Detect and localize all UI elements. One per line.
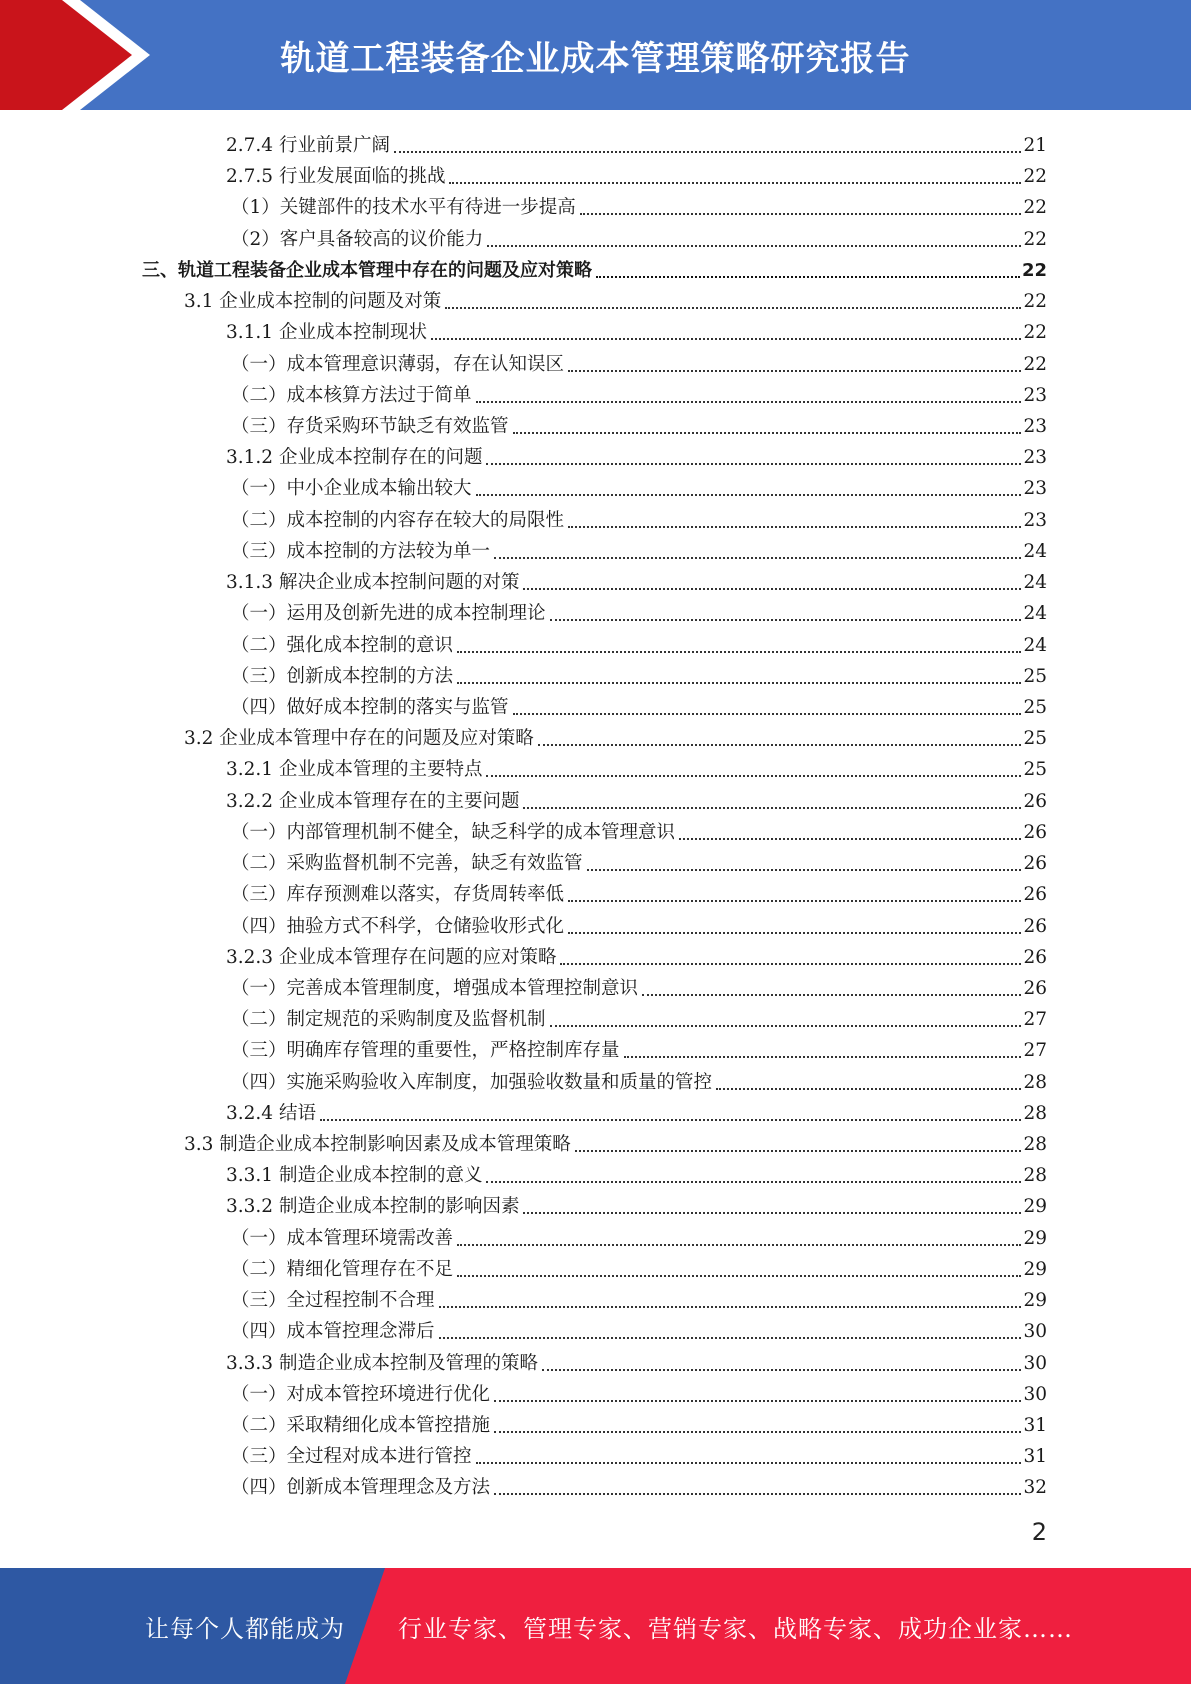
toc-entry[interactable]	[231, 533, 1047, 564]
toc-entry-page: 28	[1023, 1134, 1047, 1156]
toc-entry[interactable]	[231, 1282, 1047, 1313]
toc-entry-page: 24	[1023, 572, 1047, 594]
toc-leader-dots	[486, 1157, 1021, 1183]
toc-entry-page: 31	[1023, 1415, 1047, 1437]
toc-entry[interactable]	[226, 939, 1047, 970]
toc-entry[interactable]	[184, 1126, 1047, 1157]
toc-entry-page: 24	[1023, 540, 1047, 562]
toc-entry-label: （二）采购监督机制不完善，缺乏有效监管	[231, 853, 583, 875]
toc-entry[interactable]	[231, 876, 1047, 907]
toc-entry-label: （三）全过程控制不合理	[231, 1290, 435, 1312]
toc-leader-dots	[587, 845, 1022, 871]
toc-entry[interactable]	[184, 283, 1047, 314]
toc-leader-dots	[457, 627, 1021, 653]
toc-entry-label: （三）成本控制的方法较为单一	[231, 540, 491, 562]
toc-leader-dots	[320, 1095, 1022, 1121]
toc-entry[interactable]	[226, 564, 1047, 595]
toc-entry-label: 3.1 企业成本控制的问题及对策	[184, 291, 442, 313]
toc-leader-dots	[568, 502, 1021, 528]
toc-entry[interactable]	[231, 1001, 1047, 1032]
toc-entry-page: 22	[1023, 166, 1047, 188]
page-number: 2	[1031, 1518, 1047, 1546]
toc-entry-page: 30	[1023, 1352, 1047, 1374]
toc-entry[interactable]	[231, 221, 1047, 252]
toc-entry-page: 29	[1023, 1227, 1047, 1249]
toc-entry-label: （一）完善成本管理制度，增强成本管理控制意识	[231, 977, 639, 999]
toc-leader-dots	[596, 252, 1020, 278]
toc-entry-label: （四）做好成本控制的落实与监管	[231, 696, 509, 718]
toc-entry-page: 29	[1023, 1290, 1047, 1312]
toc-leader-dots	[550, 1001, 1022, 1027]
toc-leader-dots	[457, 1251, 1021, 1277]
toc-entry-label: （二）精细化管理存在不足	[231, 1258, 454, 1280]
toc-entry-page: 29	[1023, 1258, 1047, 1280]
toc-entry-label: （四）创新成本管理理念及方法	[231, 1477, 491, 1499]
toc-leader-dots	[394, 127, 1021, 153]
toc-leader-dots	[513, 408, 1022, 434]
toc-leader-dots	[476, 1438, 1022, 1464]
toc-entry-label: 3.1.2 企业成本控制存在的问题	[226, 447, 483, 469]
toc-entry-page: 30	[1023, 1321, 1047, 1343]
toc-leader-dots	[449, 158, 1021, 184]
toc-leader-dots	[568, 908, 1021, 934]
toc-leader-dots	[523, 564, 1021, 590]
toc-entry[interactable]	[184, 720, 1047, 751]
toc-entry-label: （一）中小企业成本输出较大	[231, 478, 472, 500]
toc-entry[interactable]	[226, 1345, 1047, 1376]
toc-entry[interactable]	[226, 1157, 1047, 1188]
toc-leader-dots	[513, 689, 1022, 715]
toc-leader-dots	[487, 221, 1021, 247]
toc-entry-label: （三）创新成本控制的方法	[231, 665, 454, 687]
toc-entry[interactable]	[231, 1220, 1047, 1251]
toc-entry-page: 22	[1023, 228, 1047, 250]
toc-entry[interactable]	[231, 1407, 1047, 1438]
toc-entry-page: 22	[1023, 197, 1047, 219]
toc-entry[interactable]	[226, 1188, 1047, 1219]
toc-entry-page: 26	[1023, 977, 1047, 999]
toc-entry-label: 3.2 企业成本管理中存在的问题及应对策略	[184, 728, 534, 750]
toc-leader-dots	[431, 314, 1021, 340]
toc-entry-page: 23	[1023, 384, 1047, 406]
toc-entry-page: 23	[1023, 478, 1047, 500]
toc-entry-label: 3.2.2 企业成本管理存在的主要问题	[226, 790, 520, 812]
toc-entry-page: 26	[1023, 853, 1047, 875]
toc-entry[interactable]	[231, 845, 1047, 876]
toc-entry[interactable]	[226, 1095, 1047, 1126]
toc-entry-label: （1）关键部件的技术水平有待进一步提高	[231, 197, 576, 219]
toc-entry-page: 22	[1023, 322, 1047, 344]
toc-entry-label: （二）采取精细化成本管控措施	[231, 1415, 491, 1437]
toc-leader-dots	[560, 939, 1021, 965]
toc-entry[interactable]	[231, 658, 1047, 689]
toc-entry-label: （三）全过程对成本进行管控	[231, 1446, 472, 1468]
toc-entry-label: （三）存货采购环节缺乏有效监管	[231, 415, 509, 437]
toc-entry-label: （四）实施采购验收入库制度，加强验收数量和质量的管控	[231, 1071, 713, 1093]
toc-entry[interactable]	[231, 502, 1047, 533]
toc-leader-dots	[550, 595, 1022, 621]
toc-entry-page: 26	[1023, 884, 1047, 906]
toc-leader-dots	[486, 439, 1021, 465]
toc-entry-label: （2）客户具备较高的议价能力	[231, 228, 484, 250]
toc-entry-label: 3.3.3 制造企业成本控制及管理的策略	[226, 1352, 538, 1374]
toc-entry[interactable]	[231, 595, 1047, 626]
toc-entry-page: 25	[1023, 696, 1047, 718]
toc-leader-dots	[642, 970, 1021, 996]
toc-leader-dots	[457, 1220, 1021, 1246]
footer-slogan-left: 让每个人都能成为	[145, 1614, 345, 1643]
toc-entry-label: 3.1.3 解决企业成本控制问题的对策	[226, 572, 520, 594]
footer-slogan-right: 行业专家、管理专家、营销专家、战略专家、成功企业家……	[398, 1614, 1073, 1643]
toc-entry[interactable]	[231, 970, 1047, 1001]
toc-entry-label: （三）库存预测难以落实，存货周转率低	[231, 884, 565, 906]
toc-entry[interactable]	[231, 689, 1047, 720]
toc-entry-page: 24	[1023, 634, 1047, 656]
page-footer	[0, 1568, 1191, 1684]
toc-leader-dots	[494, 1469, 1021, 1495]
toc-entry[interactable]	[226, 439, 1047, 470]
toc-leader-dots	[538, 720, 1022, 746]
toc-entry-page: 26	[1023, 821, 1047, 843]
toc-entry-page: 22	[1023, 291, 1047, 313]
toc-entry-label: 2.7.4 行业前景广阔	[226, 135, 390, 156]
toc-entry-label: （二）成本核算方法过于简单	[231, 384, 472, 406]
toc-leader-dots	[523, 1188, 1021, 1214]
toc-entry-page: 30	[1023, 1383, 1047, 1405]
toc-entry-page: 23	[1023, 447, 1047, 469]
toc-entry-label: （一）内部管理机制不健全，缺乏科学的成本管理意识	[231, 821, 676, 843]
toc-leader-dots	[542, 1345, 1021, 1371]
toc-entry-page: 23	[1023, 415, 1047, 437]
toc-entry-label: （四）成本管控理念滞后	[231, 1321, 435, 1343]
toc-entry-label: （三）明确库存管理的重要性，严格控制库存量	[231, 1040, 620, 1062]
toc-entry-page: 29	[1023, 1196, 1047, 1218]
toc-leader-dots	[716, 1064, 1021, 1090]
toc-entry-page: 25	[1023, 759, 1047, 781]
toc-leader-dots	[445, 283, 1021, 309]
toc-leader-dots	[476, 377, 1022, 403]
toc-entry[interactable]	[226, 314, 1047, 345]
toc-entry-page: 32	[1023, 1477, 1047, 1499]
toc-entry-page: 28	[1023, 1102, 1047, 1124]
toc-entry-label: 3.3.1 制造企业成本控制的意义	[226, 1165, 483, 1187]
toc-entry-page: 21	[1023, 135, 1047, 156]
toc-leader-dots	[486, 751, 1021, 777]
toc-entry-label: （一）成本管理环境需改善	[231, 1227, 454, 1249]
toc-leader-dots	[575, 1126, 1022, 1152]
toc-entry[interactable]	[231, 1469, 1047, 1500]
toc-entry[interactable]	[231, 627, 1047, 658]
toc-entry[interactable]	[231, 1251, 1047, 1282]
toc-entry-label: （四）抽验方式不科学，仓储验收形式化	[231, 915, 565, 937]
toc-entry-page: 27	[1023, 1009, 1047, 1031]
toc-entry[interactable]	[231, 1313, 1047, 1344]
toc-leader-dots	[494, 1376, 1021, 1402]
toc-leader-dots	[580, 189, 1022, 215]
toc-leader-dots	[439, 1313, 1022, 1339]
toc-leader-dots	[494, 533, 1021, 559]
toc-entry[interactable]	[231, 908, 1047, 939]
toc-entry[interactable]	[226, 751, 1047, 782]
toc-leader-dots	[568, 876, 1021, 902]
toc-entry-page: 25	[1023, 728, 1047, 750]
toc-entry-page: 31	[1023, 1446, 1047, 1468]
toc-entry-label: 三、轨道工程装备企业成本管理中存在的问题及应对策略	[142, 259, 592, 281]
page-header	[0, 0, 1191, 110]
toc-entry-label: 2.7.5 行业发展面临的挑战	[226, 166, 446, 188]
toc-leader-dots	[476, 470, 1022, 496]
toc-entry-page: 22	[1023, 353, 1047, 375]
toc-entry-label: （一）运用及创新先进的成本控制理论	[231, 603, 546, 625]
toc-entry[interactable]	[231, 408, 1047, 439]
toc-entry[interactable]	[231, 346, 1047, 377]
toc-entry-page: 23	[1023, 509, 1047, 531]
toc-entry[interactable]	[226, 127, 1047, 158]
toc-entry-page: 28	[1023, 1165, 1047, 1187]
toc-entry[interactable]	[231, 814, 1047, 845]
toc-entry-page: 26	[1023, 915, 1047, 937]
toc-leader-dots	[494, 1407, 1021, 1433]
toc-leader-dots	[679, 814, 1021, 840]
toc-leader-dots	[568, 346, 1021, 372]
toc-entry-label: （一）成本管理意识薄弱，存在认知误区	[231, 353, 565, 375]
toc-leader-dots	[523, 783, 1021, 809]
toc-entry-label: 3.2.4 结语	[226, 1102, 316, 1124]
toc-entry[interactable]	[231, 1376, 1047, 1407]
toc-entry-page: 25	[1023, 665, 1047, 687]
toc-entry-label: 3.1.1 企业成本控制现状	[226, 322, 427, 344]
toc-entry[interactable]	[231, 189, 1047, 220]
toc-entry-page: 26	[1023, 790, 1047, 812]
toc-entry-label: （二）制定规范的采购制度及监督机制	[231, 1009, 546, 1031]
toc-entry-label: （一）对成本管控环境进行优化	[231, 1383, 491, 1405]
toc-entry[interactable]	[231, 377, 1047, 408]
toc-entry[interactable]	[231, 1032, 1047, 1063]
toc-entry-page: 24	[1023, 603, 1047, 625]
toc-leader-dots	[457, 658, 1021, 684]
toc-entry-page: 22	[1021, 259, 1047, 281]
toc-entry-label: （二）成本控制的内容存在较大的局限性	[231, 509, 565, 531]
toc-entry-page: 27	[1023, 1040, 1047, 1062]
toc-entry-label: 3.2.1 企业成本管理的主要特点	[226, 759, 483, 781]
toc-entry-page: 26	[1023, 946, 1047, 968]
toc-leader-dots	[624, 1032, 1022, 1058]
document-title: 轨道工程装备企业成本管理策略研究报告	[280, 38, 911, 79]
toc-entry[interactable]	[142, 252, 1047, 283]
toc-entry-label: 3.2.3 企业成本管理存在问题的应对策略	[226, 946, 557, 968]
toc-entry[interactable]	[226, 158, 1047, 189]
toc-entry-label: 3.3 制造企业成本控制影响因素及成本管理策略	[184, 1134, 571, 1156]
toc-entry-page: 28	[1023, 1071, 1047, 1093]
toc-entry-label: 3.3.2 制造企业成本控制的影响因素	[226, 1196, 520, 1218]
toc-entry[interactable]	[231, 470, 1047, 501]
toc-entry[interactable]	[231, 1064, 1047, 1095]
toc-entry[interactable]	[226, 783, 1047, 814]
toc-entry-label: （二）强化成本控制的意识	[231, 634, 454, 656]
toc-entry[interactable]	[231, 1438, 1047, 1469]
toc-leader-dots	[439, 1282, 1022, 1308]
